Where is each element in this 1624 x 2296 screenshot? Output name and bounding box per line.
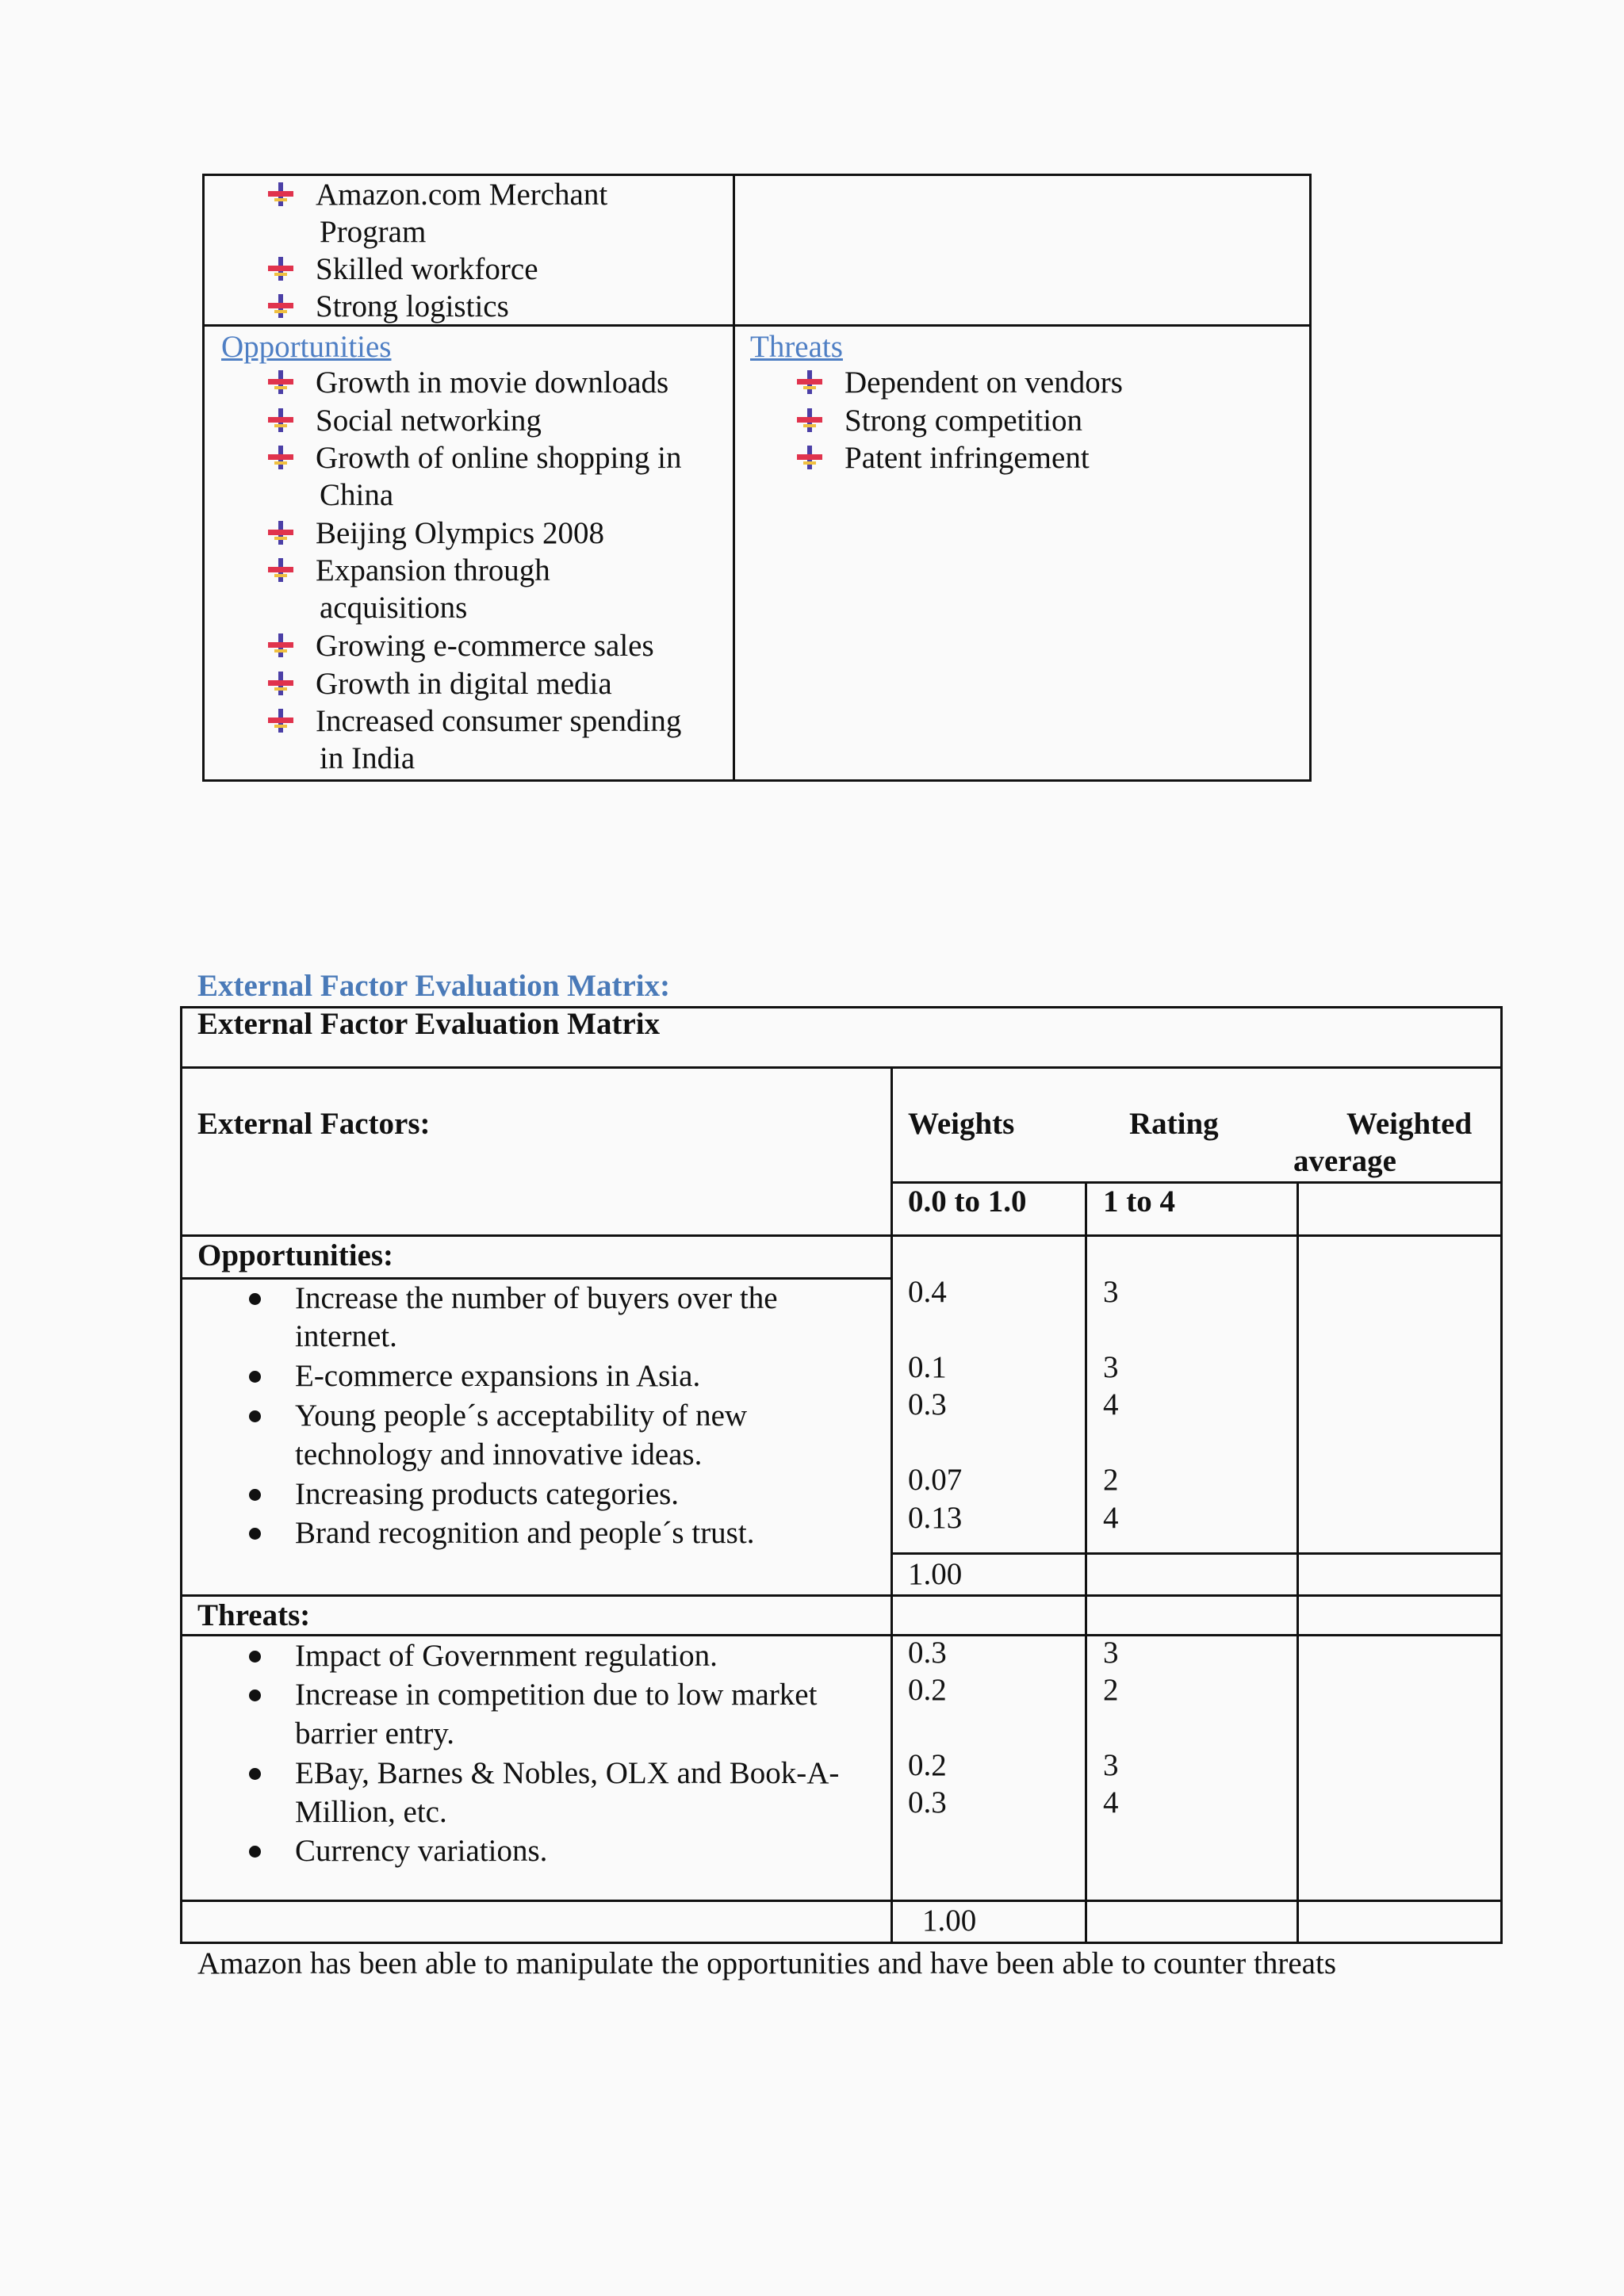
arrow-bullet-icon [795, 369, 824, 397]
list-item-text: Amazon.com Merchant [316, 178, 608, 212]
arrow-bullet-icon [266, 407, 295, 435]
arrow-bullet-icon [266, 255, 295, 284]
list-item-text: Social networking [316, 404, 542, 438]
factor-text: Currency variations. [295, 1834, 548, 1868]
opportunities-label: Opportunities: [197, 1238, 394, 1272]
arrow-bullet-icon [266, 444, 295, 473]
arrow-bullet-icon [795, 407, 824, 435]
factor-text-continued: Million, etc. [295, 1795, 447, 1829]
arrow-bullet-icon [266, 632, 295, 660]
rating-value: 2 [1103, 1463, 1119, 1497]
list-item [795, 439, 1090, 476]
section-heading: External Factor Evaluation Matrix: [197, 969, 671, 1003]
bullet-icon [249, 1846, 261, 1858]
list-item [266, 251, 538, 288]
list-item [266, 515, 604, 552]
rating-value: 3 [1103, 1275, 1119, 1309]
arrow-bullet-icon [266, 293, 295, 321]
bullet-icon [249, 1293, 261, 1305]
list-item-text-continued: China [320, 478, 394, 512]
list-item [266, 665, 612, 702]
weight-value: 0.2 [908, 1673, 947, 1707]
factor-text-continued: internet. [295, 1319, 397, 1353]
bullet-icon [249, 1489, 261, 1501]
threats-link[interactable]: Threats [750, 330, 843, 364]
factor-text-continued: barrier entry. [295, 1716, 455, 1751]
factor-text: EBay, Barnes & Nobles, OLX and Book-A- [295, 1756, 840, 1790]
list-item-text: Strong logistics [316, 289, 509, 323]
list-item-text: Expansion through [316, 553, 550, 587]
column-header-factors: External Factors: [197, 1107, 431, 1141]
weight-value: 0.2 [908, 1748, 947, 1782]
rating-value: 4 [1103, 1387, 1119, 1422]
opportunity-weight-total: 1.00 [908, 1557, 963, 1591]
list-item-text: Patent infringement [845, 441, 1090, 475]
list-item [266, 402, 542, 439]
factor-text: Brand recognition and people´s trust. [295, 1516, 755, 1550]
opportunities-link[interactable]: Opportunities [221, 330, 392, 364]
factor-text: Increasing products categories. [295, 1477, 680, 1511]
bullet-icon [249, 1651, 261, 1663]
column-header-weighted-line2: average [1293, 1144, 1396, 1178]
rating-range: 1 to 4 [1103, 1184, 1175, 1219]
factor-text: E-commerce expansions in Asia. [295, 1359, 701, 1393]
rating-value: 2 [1103, 1673, 1119, 1707]
list-item-text: Skilled workforce [316, 252, 538, 286]
table-title: External Factor Evaluation Matrix [197, 1007, 661, 1041]
column-header-weighted: Weighted [1346, 1107, 1473, 1141]
arrow-bullet-icon [266, 707, 295, 736]
body-paragraph: Amazon has been able to manipulate the opportunities and have been able to counter threats [197, 1946, 1336, 1980]
arrow-bullet-icon [266, 181, 295, 209]
bullet-icon [249, 1689, 261, 1701]
list-item-text-continued: in India [320, 741, 416, 775]
arrow-bullet-icon [795, 444, 824, 473]
list-item-text-continued: acquisitions [320, 591, 468, 625]
list-item [266, 176, 607, 213]
factor-text: Young people´s acceptability of new [295, 1399, 748, 1433]
rating-value: 4 [1103, 1501, 1119, 1535]
weight-value: 0.3 [908, 1636, 947, 1670]
list-item-text: Growth in movie downloads [316, 365, 669, 400]
list-item-text: Strong competition [845, 404, 1083, 438]
list-item [795, 402, 1082, 439]
list-item [266, 439, 681, 476]
weight-value: 0.1 [908, 1350, 947, 1384]
list-item-text: Growing e-commerce sales [316, 629, 654, 663]
weight-value: 0.3 [908, 1785, 947, 1820]
column-header-weights: Weights [908, 1107, 1015, 1141]
weight-value: 0.07 [908, 1463, 963, 1497]
list-item [266, 702, 681, 740]
weight-value: 0.3 [908, 1387, 947, 1422]
bullet-icon [249, 1528, 261, 1540]
weight-value: 0.4 [908, 1275, 947, 1309]
arrow-bullet-icon [266, 519, 295, 548]
factor-text: Increase the number of buyers over the [295, 1281, 778, 1315]
column-header-rating: Rating [1129, 1107, 1219, 1141]
factor-text-continued: technology and innovative ideas. [295, 1437, 703, 1471]
list-item-text: Increased consumer spending [316, 704, 682, 738]
bullet-icon [249, 1371, 261, 1383]
list-item [266, 552, 550, 589]
rating-value: 3 [1103, 1748, 1119, 1782]
threat-weight-total: 1.00 [922, 1904, 977, 1938]
list-item-text: Growth of online shopping in [316, 441, 682, 475]
bullet-icon [249, 1410, 261, 1422]
threats-label: Threats: [197, 1598, 311, 1632]
factor-text: Impact of Government regulation. [295, 1639, 718, 1673]
list-item-text-continued: Program [320, 215, 427, 249]
list-item [266, 288, 509, 325]
list-item-text: Growth in digital media [316, 667, 612, 701]
rating-value: 3 [1103, 1636, 1119, 1670]
arrow-bullet-icon [266, 557, 295, 585]
rating-value: 4 [1103, 1785, 1119, 1820]
arrow-bullet-icon [266, 369, 295, 397]
list-item-text: Dependent on vendors [845, 365, 1123, 400]
list-item [266, 627, 654, 664]
weights-range: 0.0 to 1.0 [908, 1184, 1027, 1219]
list-item-text: Beijing Olympics 2008 [316, 516, 604, 550]
bullet-icon [249, 1768, 261, 1780]
list-item [795, 364, 1123, 401]
list-item [266, 364, 668, 401]
arrow-bullet-icon [266, 670, 295, 698]
rating-value: 3 [1103, 1350, 1119, 1384]
factor-text: Increase in competition due to low market [295, 1678, 818, 1712]
weight-value: 0.13 [908, 1501, 963, 1535]
